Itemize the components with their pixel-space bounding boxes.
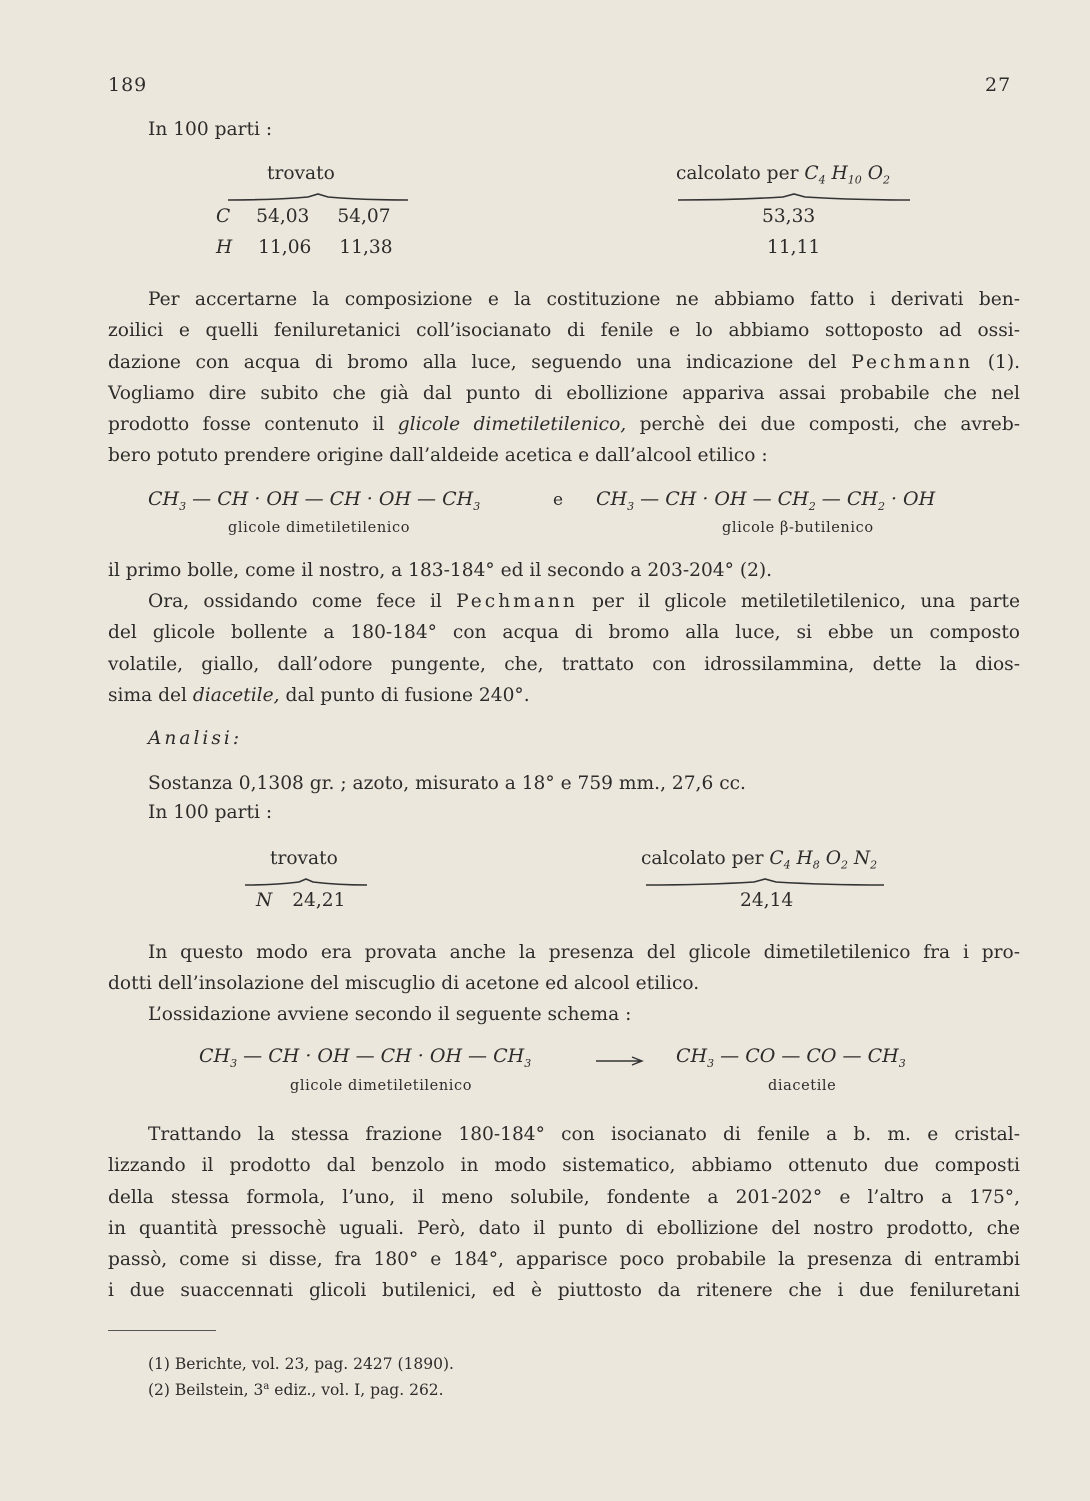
reaction-arrow-icon xyxy=(596,1056,644,1066)
brace-found-2 xyxy=(245,878,367,886)
text-line: il primo bolle, come il nostro, a 183-184° ed il secondo a 203-204° (2). xyxy=(108,560,773,581)
formula-glicole-butilenico: $CH_3$ — CH · OH — $CH_2$ — $CH_2$ · OH xyxy=(596,488,936,513)
text-line: zoilici e quelli feniluretanici coll’isocianato di fenile e lo abbiamo sottoposto ad ossi- xyxy=(108,320,1020,342)
paragraph-2 xyxy=(108,555,1020,586)
text-line: sima del diacetile, dal punto di fusione 240°. xyxy=(108,684,530,706)
text-line: del glicole bollente a 180-184° con acqua di bromo alla luce, si ebbe un composto xyxy=(108,622,1020,644)
footnote-1: (1) Berichte, vol. 23, pag. 2427 (1890). xyxy=(148,1355,454,1373)
text-line: Vogliamo dire subito che già dal punto di ebollizione appariva assai probabile che nel xyxy=(108,382,1020,404)
table2-intro: In 100 parti : xyxy=(148,802,273,823)
text-line: passò, come si disse, fra 180° e 184°, apparisce poco probabile la presenza di entrambi xyxy=(108,1249,1020,1271)
text-line: Per accertarne la composizione e la costituzione ne abbiamo fatto i derivati ben- xyxy=(148,289,1020,310)
formula-glicole-dimetiletilenico: $CH_3$ — CH · OH — CH · OH — $CH_3$ xyxy=(148,488,481,513)
text-line: lizzando il prodotto dal benzolo in modo sistematico, abbiamo ottenuto due composti xyxy=(108,1155,1020,1177)
brace-calc-1 xyxy=(678,193,910,201)
text-line: Ora, ossidando come fece il Pechmann per il glicole metiletiletilenico, una parte xyxy=(148,591,1020,612)
analisi-heading: Analisi: xyxy=(148,728,243,749)
table1-intro: In 100 parti : xyxy=(148,119,273,140)
table1-col-found: trovato xyxy=(267,163,335,184)
formula1-left-label: glicole dimetiletilenico xyxy=(228,520,411,536)
formula-product: $CH_3$ — CO — CO — $CH_3$ xyxy=(676,1045,906,1070)
paragraph-3 xyxy=(108,586,1020,711)
sostanza-line xyxy=(108,768,1020,799)
paragraph-6 xyxy=(108,1119,1020,1307)
text-line: volatile, giallo, dall’odore pungente, che, trattato con idrossilammina, dette la dios- xyxy=(108,653,1020,675)
page-number-left: 189 xyxy=(108,74,148,96)
table1-row-c-calc: 53,33 xyxy=(762,206,816,227)
formula2-left-label: glicole dimetiletilenico xyxy=(290,1078,473,1094)
brace-found-1 xyxy=(228,193,408,201)
brace-calc-2 xyxy=(646,878,884,886)
formula-reactant: $CH_3$ — CH · OH — CH · OH — $CH_3$ xyxy=(199,1045,532,1070)
text-line: dazione con acqua di bromo alla luce, seguendo una indicazione del Pechmann (1). xyxy=(108,351,1020,373)
page-number-right: 27 xyxy=(985,74,1012,96)
formula-conjunction: e xyxy=(553,490,564,510)
formula2-right-label: diacetile xyxy=(768,1078,837,1094)
table2-row-n: N 24,21 xyxy=(256,890,346,911)
text-line: L’ossidazione avviene secondo il seguente schema : xyxy=(148,1004,632,1025)
paragraph-4 xyxy=(108,937,1020,1000)
footnote-divider xyxy=(108,1330,216,1331)
text-line: In questo modo era provata anche la presenza del glicole dimetiletilenico fra i pro- xyxy=(148,942,1020,963)
paragraph-5 xyxy=(108,999,1020,1030)
text-line: Trattando la stessa frazione 180-184° con isocianato di fenile a b. m. e cristal- xyxy=(148,1124,1020,1145)
text-line: bero potuto prendere origine dall’aldeide acetica e dall’alcool etilico : xyxy=(108,445,768,467)
text-line: Sostanza 0,1308 gr. ; azoto, misurato a 18° e 759 mm., 27,6 cc. xyxy=(148,773,746,794)
table1-col-calc: calcolato per $C_4$ $H_{10}$ $O_2$ xyxy=(676,163,890,187)
paragraph-1 xyxy=(108,284,1020,472)
text-line: della stessa formola, l’uno, il meno solubile, fondente a 201-202° e l’altro a 175°, xyxy=(108,1186,1020,1208)
table1-row-h-calc: 11,11 xyxy=(767,237,821,258)
text-line: dotti dell’insolazione del miscuglio di acetone ed alcool etilico. xyxy=(108,973,700,995)
table1-row-c: C 54,03 54,07 xyxy=(216,206,391,227)
text-line: prodotto fosse contenuto il glicole dimetiletilenico, perchè dei due composti, che avreb- xyxy=(108,414,1021,436)
text-line: in quantità pressochè uguali. Però, dato il punto di ebollizione del nostro prodotto, che xyxy=(108,1217,1020,1239)
table2-row-n-calc: 24,14 xyxy=(740,890,794,911)
footnote-2: (2) Beilstein, 3$^a$ ediz., vol. I, pag. 262. xyxy=(148,1381,444,1400)
table2-col-found: trovato xyxy=(270,848,338,869)
formula1-right-label: glicole β-butilenico xyxy=(722,520,874,536)
table2-col-calc: calcolato per $C_4$ $H_8$ $O_2$ $N_2$ xyxy=(641,848,878,872)
table1-row-h: H 11,06 11,38 xyxy=(216,237,393,258)
text-line: i due suaccennati glicoli butilenici, ed è piuttosto da ritenere che i due feniluretani xyxy=(108,1280,1020,1302)
